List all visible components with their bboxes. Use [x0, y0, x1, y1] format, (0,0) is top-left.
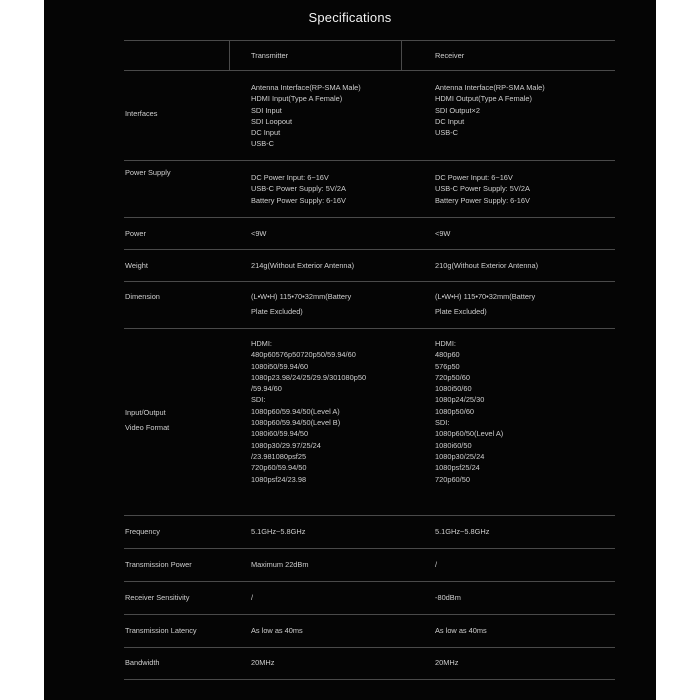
table-rule: [124, 160, 615, 161]
transmitter-transmission-power: Maximum 22dBm: [251, 560, 309, 569]
receiver-interfaces: Antenna Interface(RP-SMA Male) HDMI Output(Type A Female) SDI Output×2 DC Input USB-C: [435, 83, 545, 138]
transmitter-bandwidth: 20MHz: [251, 658, 275, 667]
row-label-frequency: Frequency: [125, 527, 160, 536]
transmitter-interfaces: Antenna Interface(RP-SMA Male) HDMI Input(Type A Female) SDI Input SDI Loopout DC Input USB-C: [251, 83, 361, 149]
receiver-transmission-latency: As low as 40ms: [435, 626, 487, 635]
table-rule: [124, 217, 615, 218]
row-label-power-supply: Power Supply: [125, 168, 171, 177]
transmitter-power: <9W: [251, 229, 267, 238]
transmitter-video-format: HDMI: 480p60576p50720p50/59.94/60 1080i50/59.94/60 1080p23.98/24/25/29.9/301080p50 /59.94/60 SDI: 1080p60/59.94/50(Level A) 1080p60/59.94/50(Level B) 1080i60/59.94/50 1080p30/29.97/25/24 /23.981080psf25 720p60/59.94/50 1080psf24/23.98: [251, 339, 367, 484]
table-rule: [124, 70, 615, 71]
table-rule: [124, 548, 615, 549]
table-rule: [124, 328, 615, 329]
header-receiver: Receiver: [435, 51, 465, 60]
page-title: Specifications: [308, 10, 392, 25]
row-label-video-format: Input/Output Video Format: [125, 408, 170, 432]
column-divider: [401, 40, 402, 70]
spec-panel: [44, 0, 656, 700]
transmitter-transmission-latency: As low as 40ms: [251, 626, 303, 635]
row-label-transmission-power: Transmission Power: [125, 560, 192, 569]
receiver-video-format: HDMI: 480p60 576p50 720p50/60 1080i50/60 1080p24/25/30 1080p50/60 SDI: 1080p60/50(Level A) 1080i60/50 1080p30/25/24 1080psf25/24 720p60/50: [435, 339, 504, 484]
transmitter-frequency: 5.1GHz~5.8GHz: [251, 527, 306, 536]
receiver-power-supply: DC Power Input: 6~16V USB-C Power Supply: 5V/2A Battery Power Supply: 6-16V: [435, 173, 530, 205]
row-label-weight: Weight: [125, 261, 148, 270]
column-divider: [229, 40, 230, 70]
transmitter-receiver-sensitivity: /: [251, 593, 254, 602]
row-label-transmission-latency: Transmission Latency: [125, 626, 197, 635]
table-rule: [124, 515, 615, 516]
receiver-dimension: (L•W•H) 115•70•32mm(Battery Plate Excluded): [435, 292, 536, 316]
row-label-dimension: Dimension: [125, 292, 160, 301]
receiver-weight: 210g(Without Exterior Antenna): [435, 261, 539, 270]
receiver-frequency: 5.1GHz~5.8GHz: [435, 527, 490, 536]
receiver-transmission-power: /: [435, 560, 438, 569]
table-rule: [124, 281, 615, 282]
table-rule: [124, 581, 615, 582]
receiver-receiver-sensitivity: -80dBm: [435, 593, 461, 602]
table-rule: [124, 679, 615, 680]
receiver-power: <9W: [435, 229, 451, 238]
row-label-bandwidth: Bandwidth: [125, 658, 160, 667]
receiver-bandwidth: 20MHz: [435, 658, 459, 667]
table-rule: [124, 647, 615, 648]
row-label-power: Power: [125, 229, 146, 238]
table-rule: [124, 40, 615, 41]
row-label-interfaces: Interfaces: [125, 109, 158, 118]
table-rule: [124, 249, 615, 250]
transmitter-dimension: (L•W•H) 115•70•32mm(Battery Plate Excluded): [251, 292, 352, 316]
header-transmitter: Transmitter: [251, 51, 289, 60]
transmitter-power-supply: DC Power Input: 6~16V USB-C Power Supply: 5V/2A Battery Power Supply: 6-16V: [251, 173, 346, 205]
transmitter-weight: 214g(Without Exterior Antenna): [251, 261, 355, 270]
table-rule: [124, 614, 615, 615]
row-label-receiver-sensitivity: Receiver Sensitivity: [125, 593, 190, 602]
